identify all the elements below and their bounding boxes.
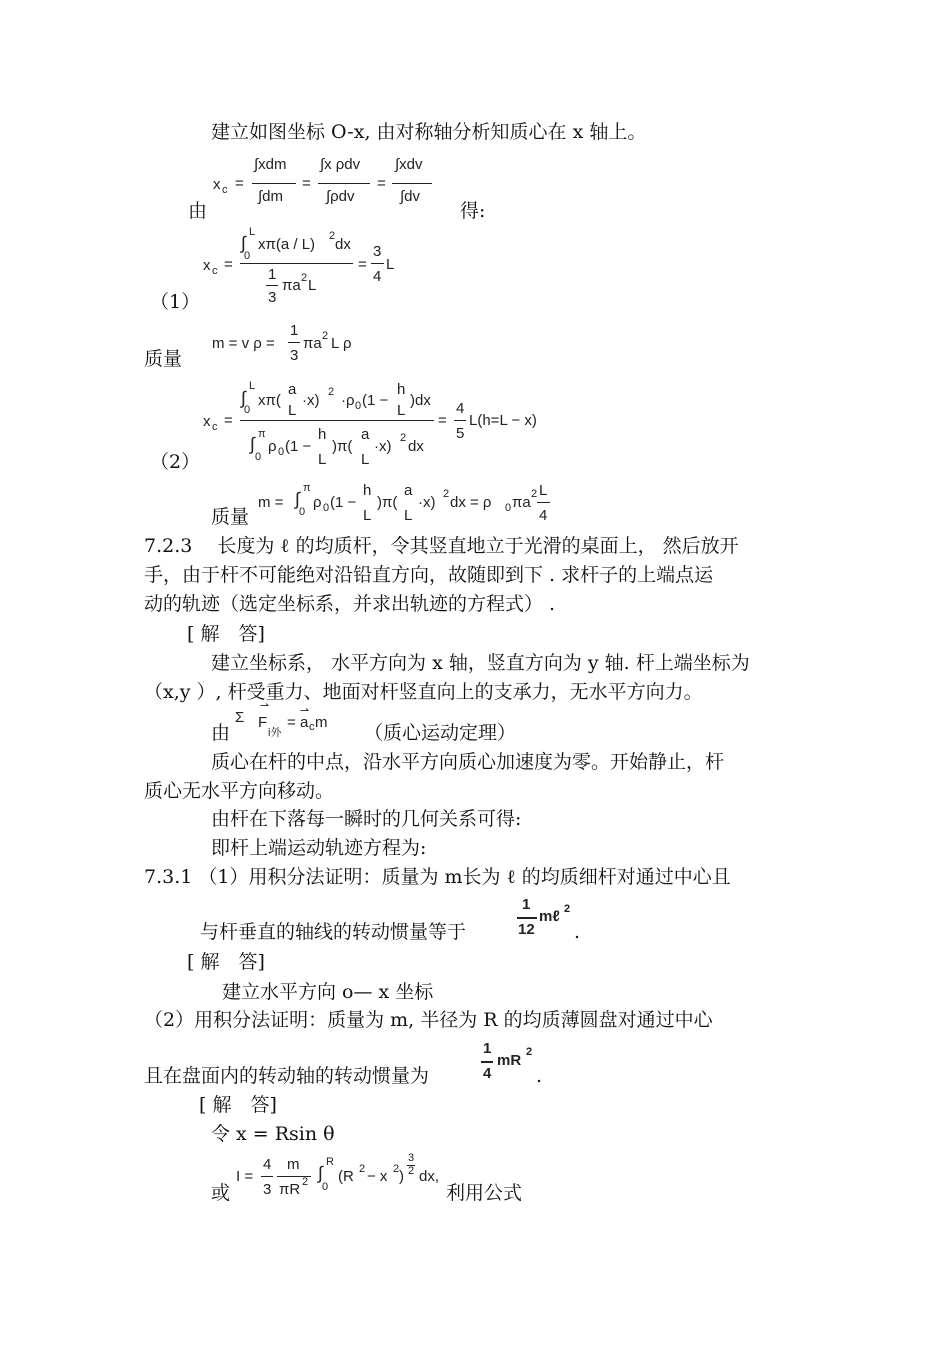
problem-731-line-2: 与杆垂直的轴线的转动惯量等于 (200, 921, 467, 943)
answer-1-line-2: （x,y ）, 杆受重力、地面对杆竖直向上的支承力，无水平方向力。 (144, 681, 703, 703)
answer-1-line-6: 由杆在下落每一瞬时的几何关系可得: (211, 808, 522, 830)
problem-723-line-1: 7.2.3 长度为 ℓ 的均质杆，令其竖直地立于光滑的桌面上， 然后放开 (144, 535, 739, 557)
answer-1-line-7: 即杆上端运动轨迹方程为: (211, 837, 427, 859)
answer-2-line-1: 建立水平方向 o— x 坐标 (222, 981, 434, 1003)
answer-1-line-4: 质心在杆的中点，沿水平方向质心加速度为零。开始静止，杆 (211, 751, 725, 773)
problem-731-line-1: 7.3.1 （1）用积分法证明：质量为 m长为 ℓ 的均质细杆对通过中心且 (144, 866, 731, 888)
mass-label-2: 质量 (211, 506, 250, 528)
problem-723-line-2: 手，由于杆不可能绝对沿铅直方向，故随即到下 . 求杆子的上端点运 (144, 564, 714, 586)
intro-line: 建立如图坐标 O-x, 由对称轴分析知质心在 x 轴上。 (211, 121, 647, 143)
problem-731-line-3: （2）用积分法证明：质量为 m, 半径为 R 的均质薄圆盘对通过中心 (144, 1009, 713, 1031)
problem-723-line-3: 动的轨迹（选定坐标系，并求出轨迹的方程式） . (144, 593, 556, 615)
part-1-label: （1） (150, 291, 201, 313)
problem-731-line-4: 且在盘面内的转动轴的转动惯量为 (144, 1065, 430, 1087)
answer-heading-1: [ 解 答] (187, 623, 265, 645)
text-you: 由 (188, 200, 208, 222)
part-2-label: （2） (150, 451, 201, 473)
text-you-2: 由 (211, 722, 231, 744)
text-or: 或 (211, 1182, 231, 1204)
answer-heading-3: [ 解 答] (199, 1094, 277, 1116)
answer-1-line-5: 质心无水平方向移动。 (144, 780, 335, 802)
text-de: 得: (460, 200, 486, 222)
com-theorem-note: （质心运动定理） (364, 722, 517, 744)
answer-heading-2: [ 解 答] (187, 951, 265, 973)
answer-3-line-1: 令 x = Rsin θ (211, 1123, 335, 1145)
answer-1-line-1: 建立坐标系， 水平方向为 x 轴，竖直方向为 y 轴. 杆上端坐标为 (211, 652, 750, 674)
text-use-formula: 利用公式 (446, 1182, 523, 1204)
period-2: . (536, 1065, 543, 1087)
period-1: . (574, 921, 581, 943)
mass-label-1: 质量 (144, 348, 183, 370)
